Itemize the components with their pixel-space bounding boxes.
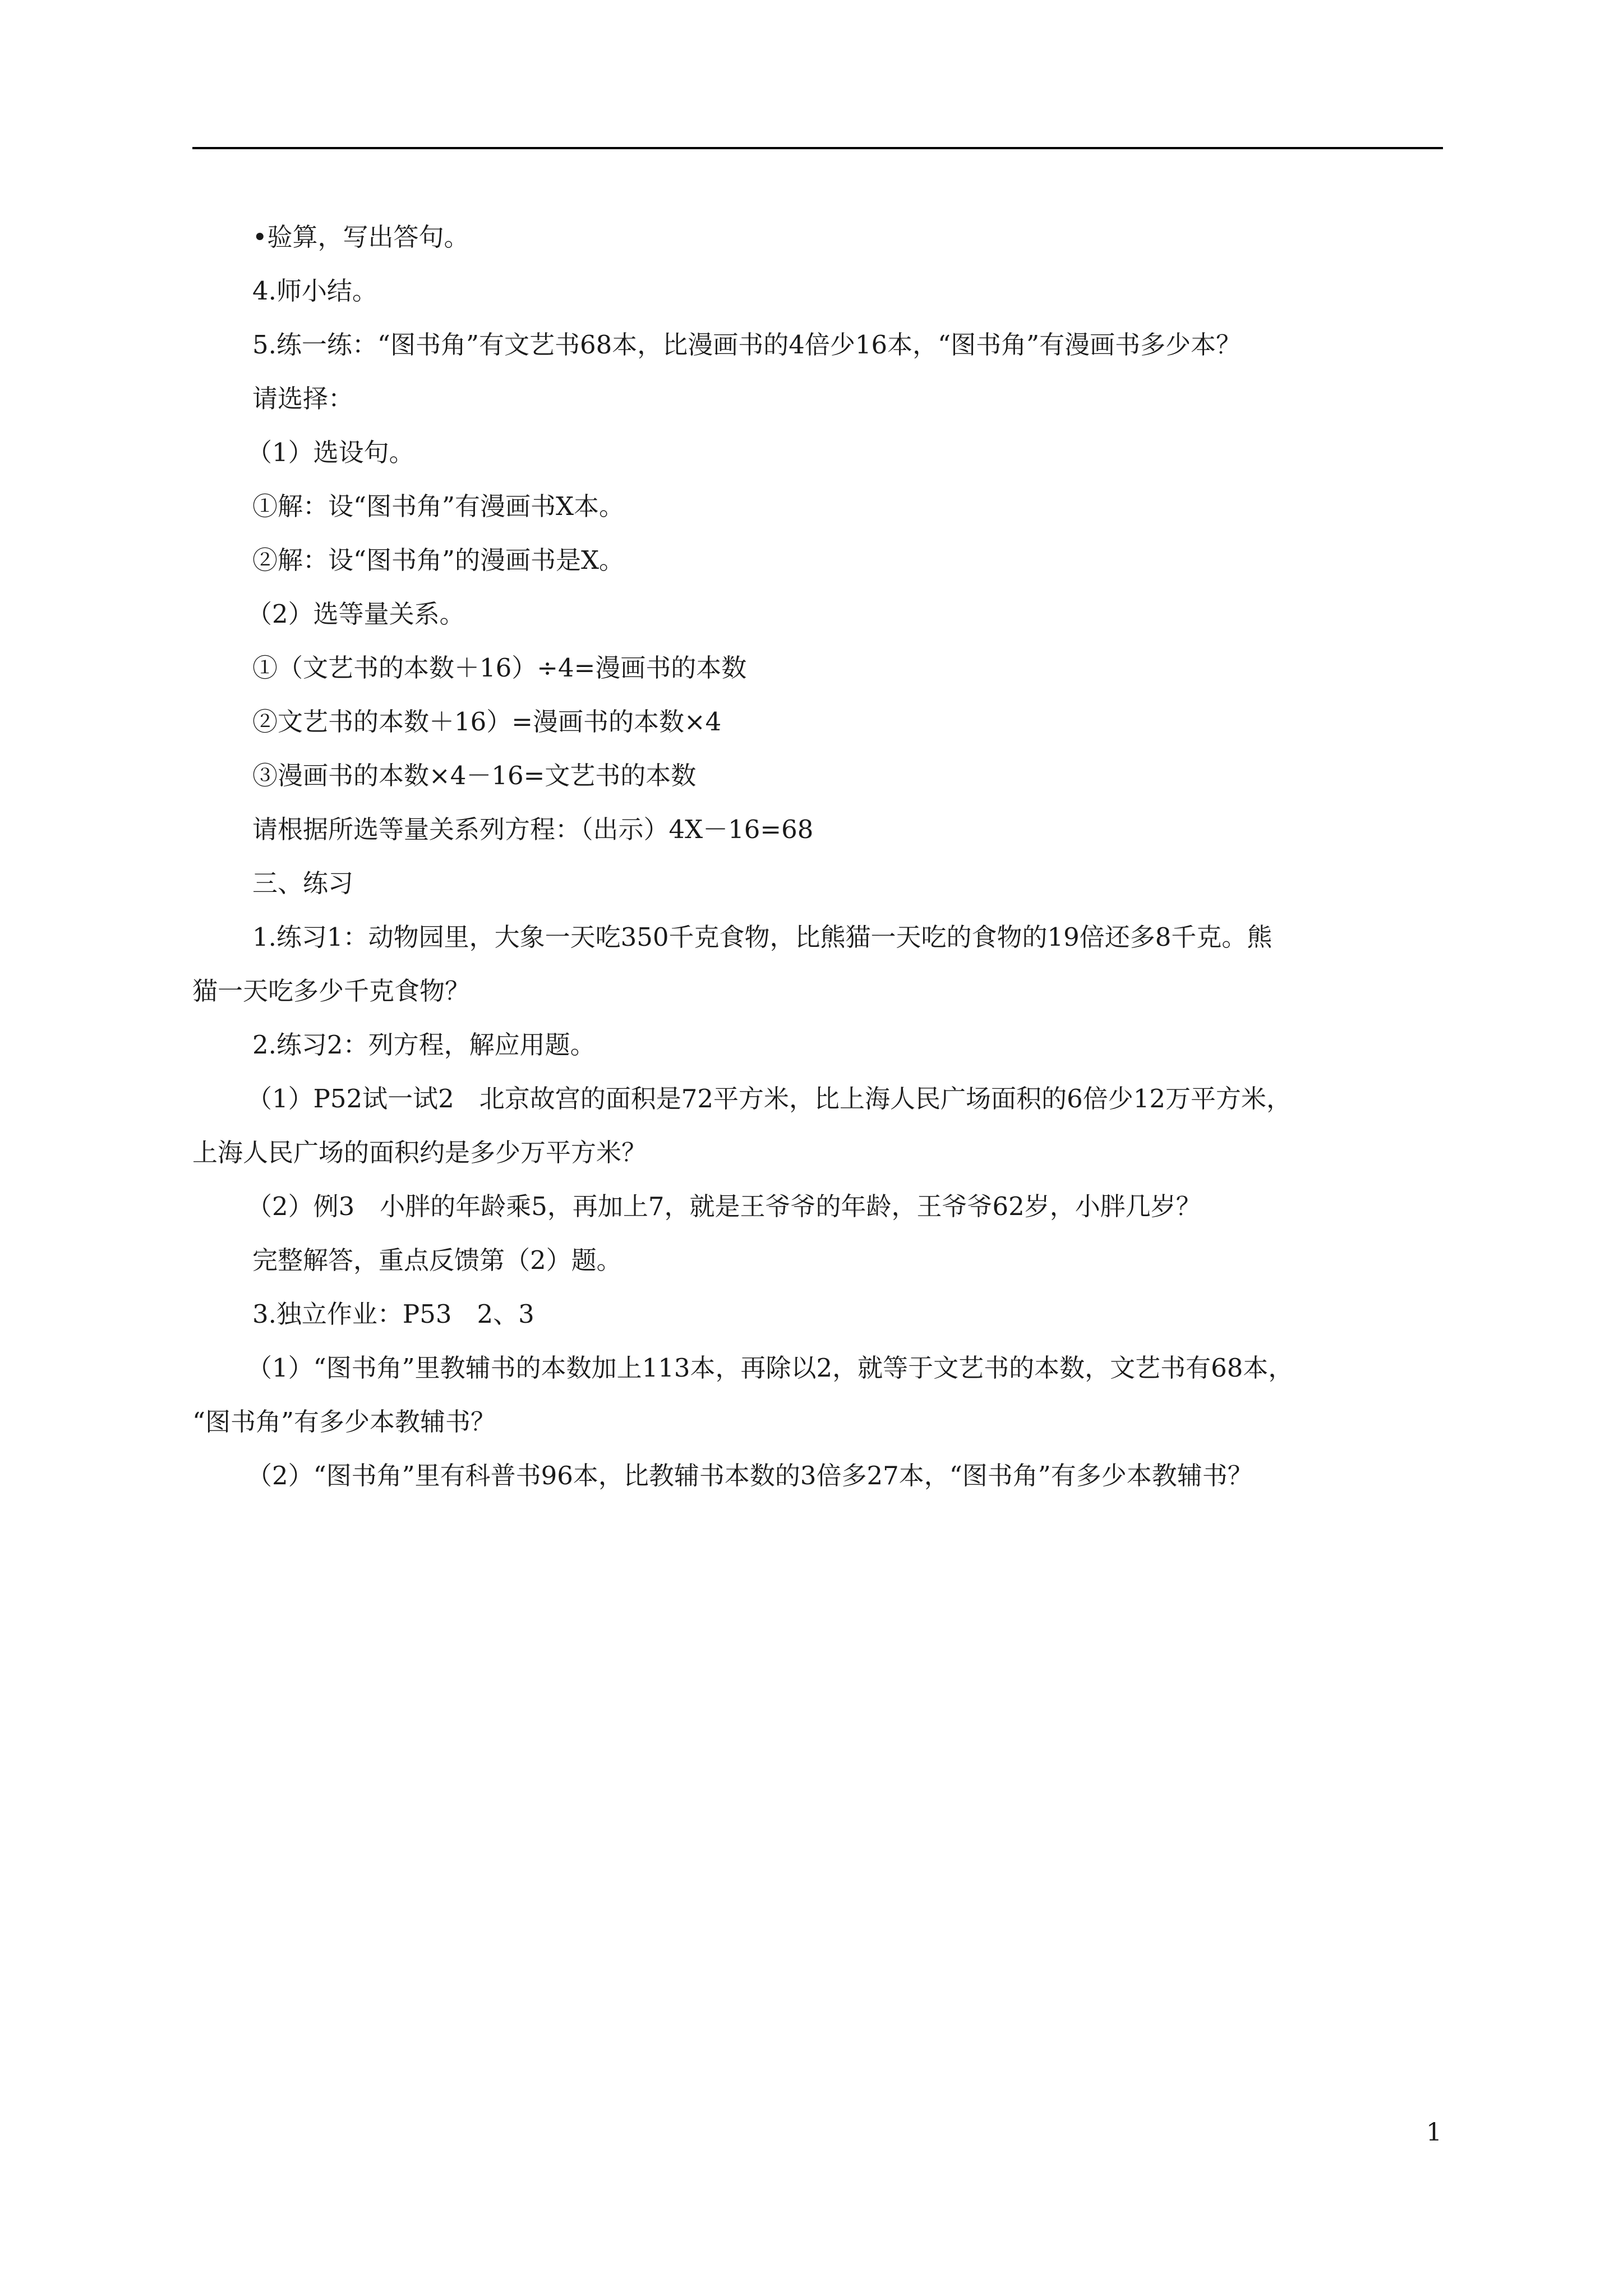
text-line: ②解：设“图书角”的漫画书是X。 (252, 545, 625, 575)
text-line: 5.练一练：“图书角”有文艺书68本，比漫画书的4倍少16本，“图书角”有漫画书多少本？ (252, 330, 1242, 360)
text-line: 猫一天吃多少千克食物？ (192, 976, 471, 1006)
text-line: （2）选等量关系。 (247, 599, 465, 629)
text-line: 上海人民广场的面积约是多少万平方米？ (192, 1138, 647, 1167)
text-line: 3.独立作业：P53 2、3 (252, 1299, 534, 1329)
text-line: ①解：设“图书角”有漫画书X本。 (252, 491, 625, 521)
text-line: 1.练习1：动物园里，大象一天吃350千克食物，比熊猫一天吃的食物的19倍还多8千克。熊 (252, 922, 1272, 952)
text-line: 请根据所选等量关系列方程：（出示）4X－16=68 (252, 815, 814, 844)
text-line: 2.练习2：列方程，解应用题。 (252, 1030, 596, 1060)
text-line: 4.师小结。 (252, 276, 377, 306)
text-line: •验算，写出答句。 (252, 222, 469, 252)
text-line: （1）P52试一试2 北京故宫的面积是72平方米，比上海人民广场面积的6倍少12万平方米， (247, 1084, 1292, 1114)
section-heading: 三、练习 (252, 868, 354, 898)
text-line: “图书角”有多少本教辅书？ (192, 1407, 496, 1437)
text-line: （2）“图书角”里有科普书96本，比教辅书本数的3倍多27本，“图书角”有多少本教辅书？ (247, 1461, 1253, 1490)
text-line: （2）例3 小胖的年龄乘5，再加上7，就是王爷爷的年龄，王爷爷62岁，小胖几岁？ (247, 1191, 1201, 1221)
page-number: 1 (1426, 2118, 1442, 2147)
text-line: （1）“图书角”里教辅书的本数加上113本，再除以2，就等于文艺书的本数，文艺书有68本， (247, 1353, 1294, 1383)
text-line: （1）选设句。 (247, 438, 414, 467)
text-line: ③漫画书的本数×4－16=文艺书的本数 (252, 761, 697, 790)
text-line: 完整解答，重点反馈第（2）题。 (252, 1245, 622, 1275)
header-rule (192, 147, 1443, 149)
document-body (192, 210, 1443, 1503)
text-line: ②文艺书的本数＋16）=漫画书的本数×4 (252, 707, 722, 737)
text-line: 请选择： (252, 384, 354, 413)
text-line: ①（文艺书的本数＋16）÷4=漫画书的本数 (252, 653, 747, 683)
